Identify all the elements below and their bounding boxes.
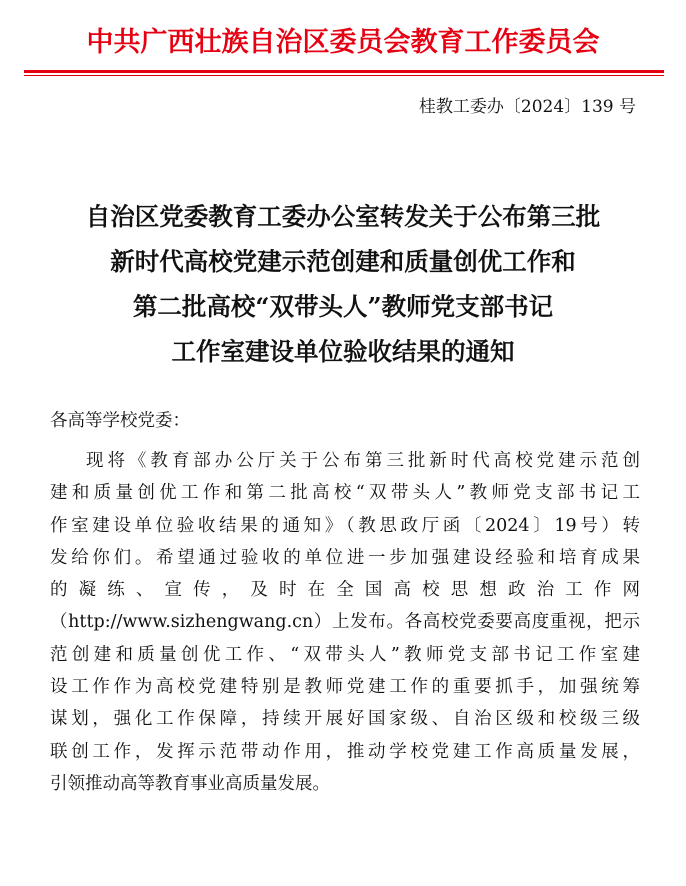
document-number: 桂教工委办〔2024〕139 号 bbox=[418, 97, 636, 117]
salutation: 各高等学校党委： bbox=[50, 411, 190, 431]
body-line: 发给你们。希望通过验收的单位进一步加强建设经验和培育成果 bbox=[50, 547, 640, 568]
body-line: 作室建设单位验收结果的通知》（教思政厅函〔2024〕19号）转 bbox=[50, 515, 640, 536]
title-line: 新时代高校党建示范创建和质量创优工作和 bbox=[110, 247, 576, 276]
body-line: （http://www.sizhengwang.cn）上发布。各高校党委要高度重视，把示 bbox=[50, 612, 640, 633]
letterhead-title: 中共广西壮族自治区委员会教育工作委员会 bbox=[86, 27, 600, 58]
body-line: 的凝练、宣传，及时在全国高校思想政治工作网 bbox=[50, 580, 640, 601]
document-title bbox=[0, 194, 686, 374]
body-line: 联创工作，发挥示范带动作用，推动学校党建工作高质量发展， bbox=[50, 741, 640, 762]
body-text bbox=[50, 445, 640, 800]
body-line: 建和质量创优工作和第二批高校“双带头人”教师党支部书记工 bbox=[50, 483, 640, 504]
title-line: 工作室建设单位验收结果的通知 bbox=[171, 337, 515, 366]
title-line: 第二批高校“双带头人”教师党支部书记 bbox=[132, 292, 554, 321]
letterhead-rule-thick bbox=[24, 70, 664, 73]
body-line: 现将《教育部办公厅关于公布第三批新时代高校党建示范创 bbox=[86, 451, 640, 471]
body-line: 引领推动高等教育事业高质量发展。 bbox=[50, 773, 330, 794]
body-line: 谋划，强化工作保障，持续开展好国家级、自治区级和校级三级 bbox=[50, 709, 640, 730]
title-line: 自治区党委教育工委办公室转发关于公布第三批 bbox=[85, 202, 601, 231]
body-line: 范创建和质量创优工作、“双带头人”教师党支部书记工作室建 bbox=[50, 644, 640, 665]
body-line: 设工作作为高校党建特别是教师党建工作的重要抓手，加强统筹 bbox=[50, 677, 640, 698]
letterhead-rule-thin bbox=[24, 75, 664, 76]
